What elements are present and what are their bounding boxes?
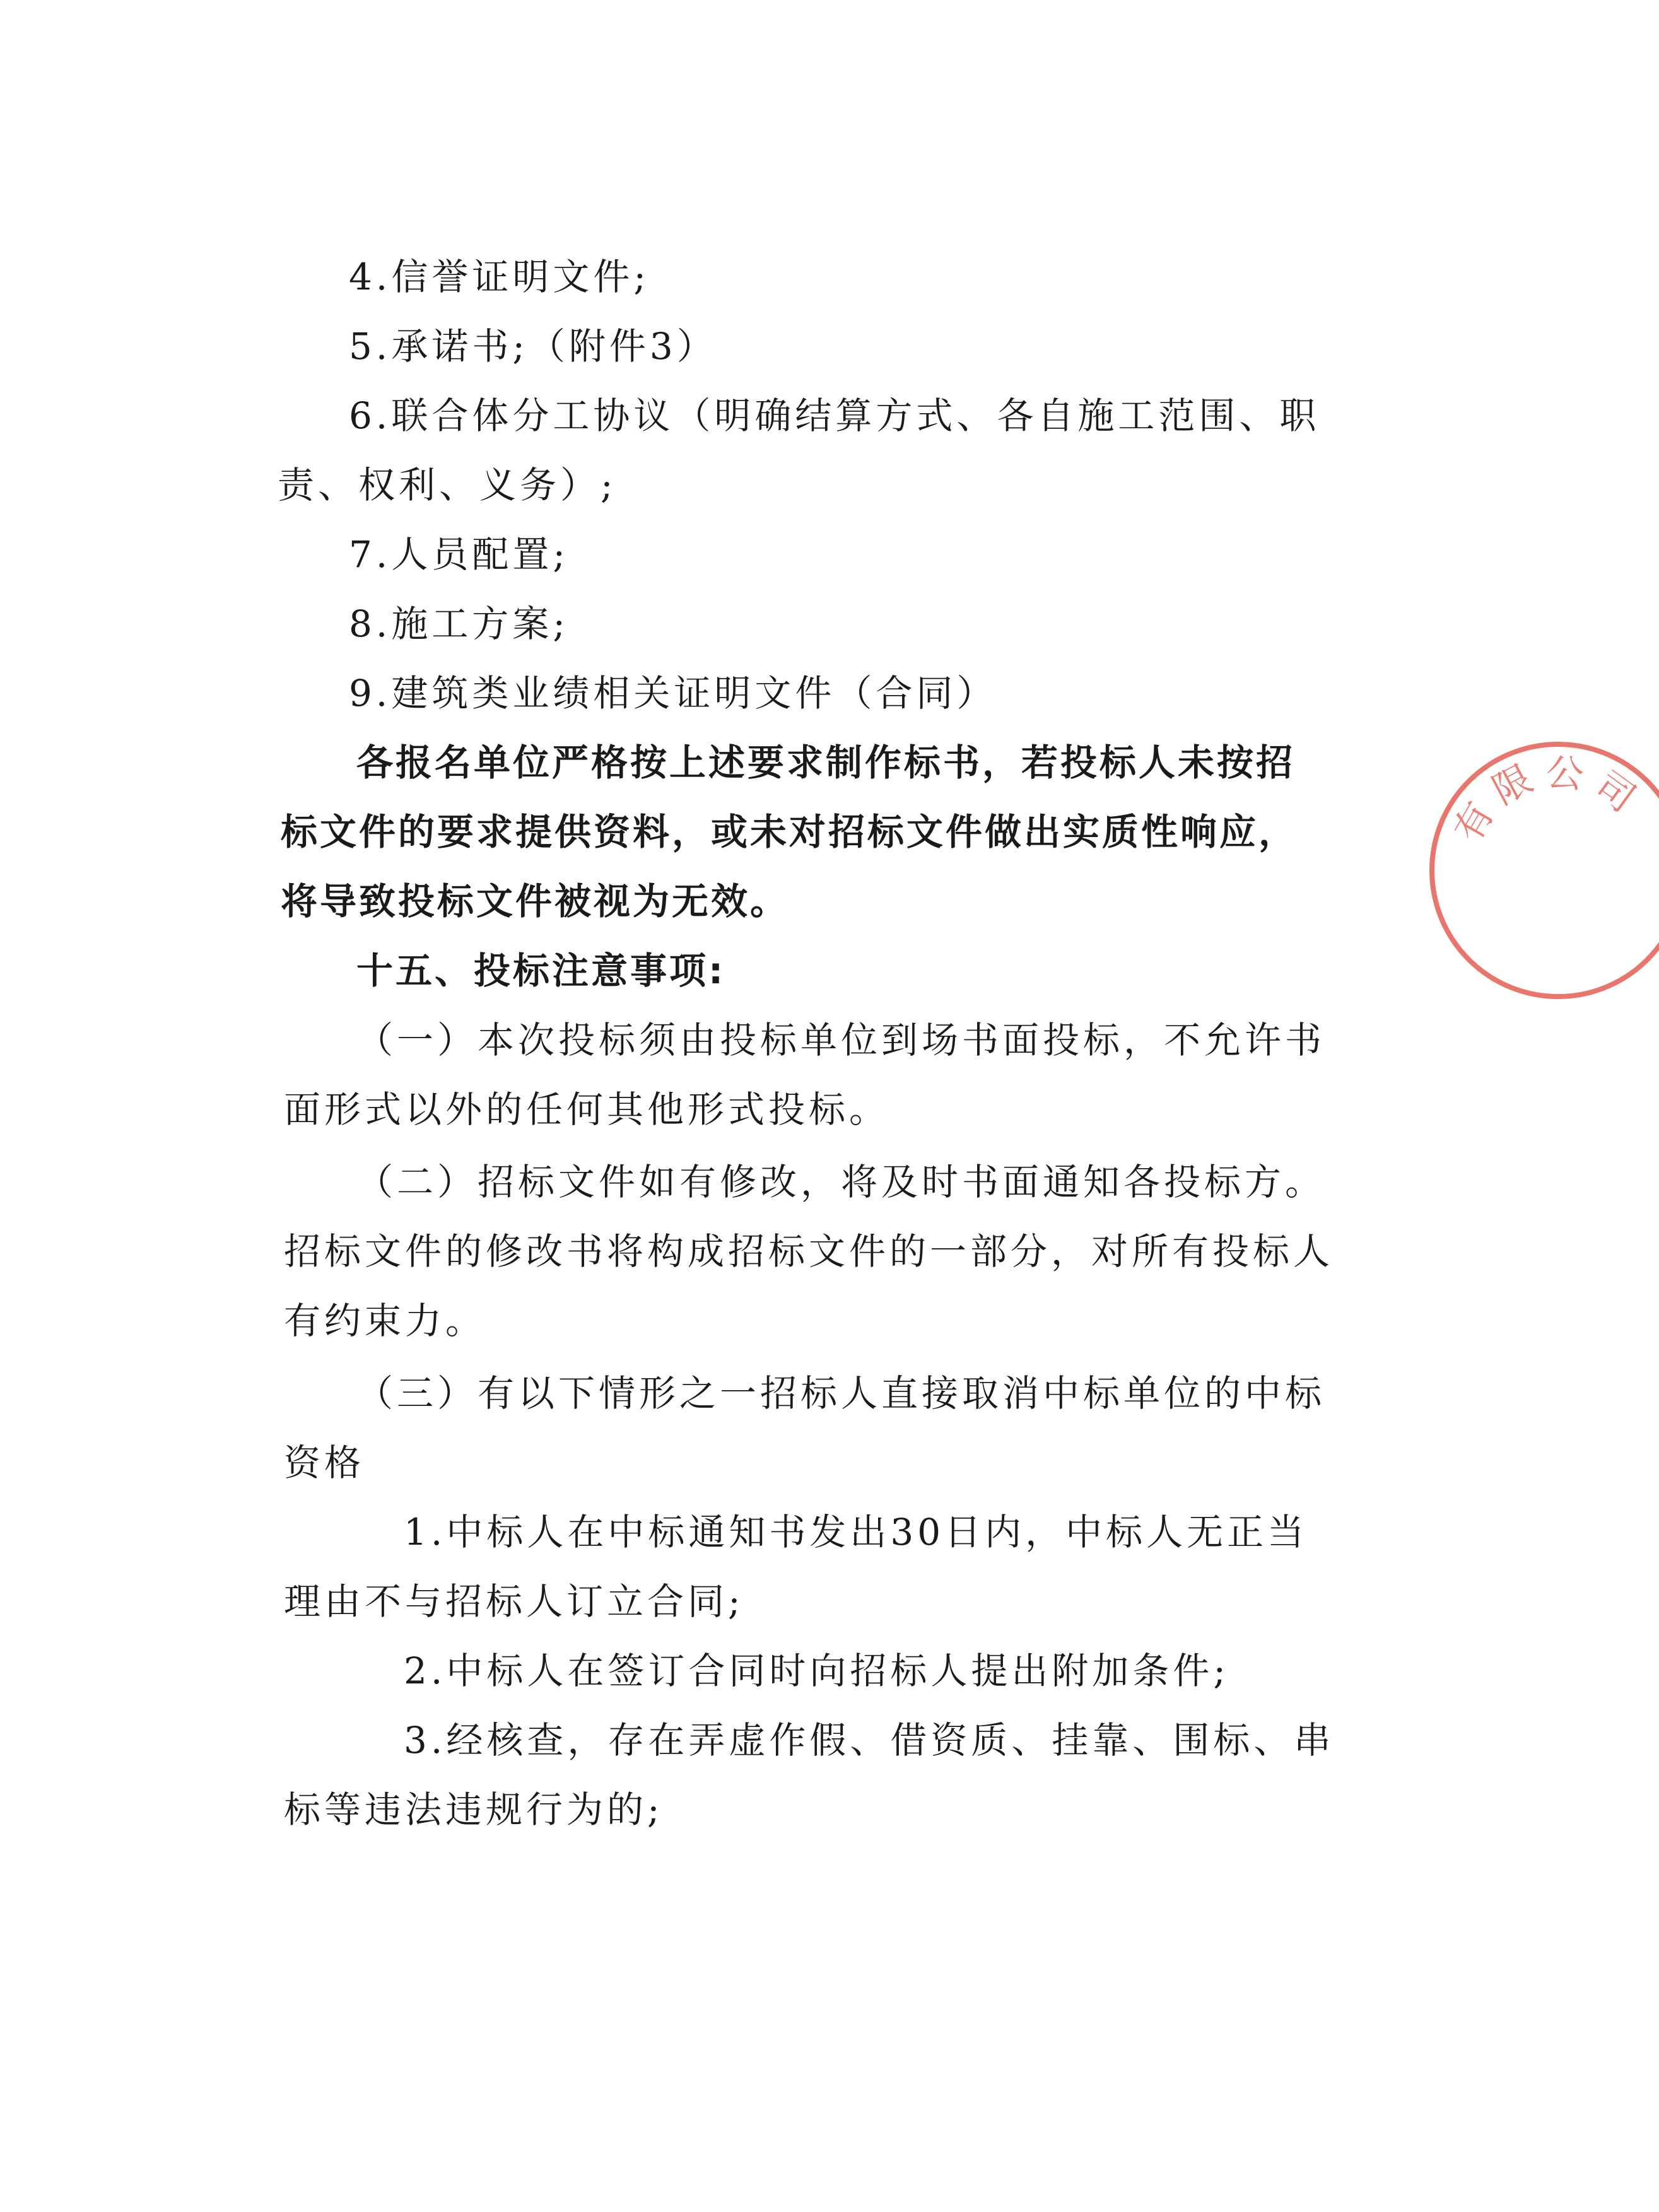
text-line: 3.经核查，存在弄虚作假、借资质、挂靠、围标、串 [404,1719,1335,1762]
text-line: 招标文件的修改书将构成招标文件的一部分，对所有投标人 [284,1230,1334,1273]
text-line: 8.施工方案; [349,602,569,645]
text-line: 理由不与招标人订立合同; [284,1580,744,1623]
seal-glyph: 公 [1544,750,1586,798]
text-line: （三）有以下情形之一招标人直接取消中标单位的中标 [356,1372,1326,1415]
notice-paragraph-line: 标文件的要求提供资料，或未对招标文件做出实质性响应， [281,810,1298,853]
text-line: 9.建筑类业绩相关证明文件（合同） [349,672,997,715]
text-line: 面形式以外的任何其他形式投标。 [284,1088,890,1131]
text-line: 责、权利、义务）; [278,464,617,506]
text-line: 6.联合体分工协议（明确结算方式、各自施工范围、职 [349,394,1320,437]
company-seal [1394,725,1659,1015]
notice-paragraph-line: 各报名单位严格按上述要求制作标书，若投标人未按招 [356,741,1296,784]
section-heading: 十五、投标注意事项: [356,949,726,992]
notice-paragraph-line: 将导致投标文件被视为无效。 [281,880,790,923]
text-line: （二）招标文件如有修改，将及时书面通知各投标方。 [356,1161,1326,1203]
text-line: 7.人员配置; [349,533,569,576]
seal-glyph: 司 [1586,763,1644,821]
text-line: （一）本次投标须由投标单位到场书面投标，不允许书 [356,1019,1326,1062]
text-line: 有约束力。 [284,1299,486,1342]
seal-glyph: 有 [1445,794,1503,850]
text-line: 2.中标人在签订合同时向招标人提出附加条件; [404,1649,1229,1692]
text-line: 5.承诺书;（附件3） [349,325,717,368]
text-line: 4.信誉证明文件; [349,255,650,298]
seal-glyph: 限 [1486,756,1540,814]
text-line: 标等违法违规行为的; [284,1788,664,1831]
text-line: 1.中标人在中标通知书发出30日内，中标人无正当 [404,1511,1308,1554]
text-line: 资格 [284,1441,365,1484]
